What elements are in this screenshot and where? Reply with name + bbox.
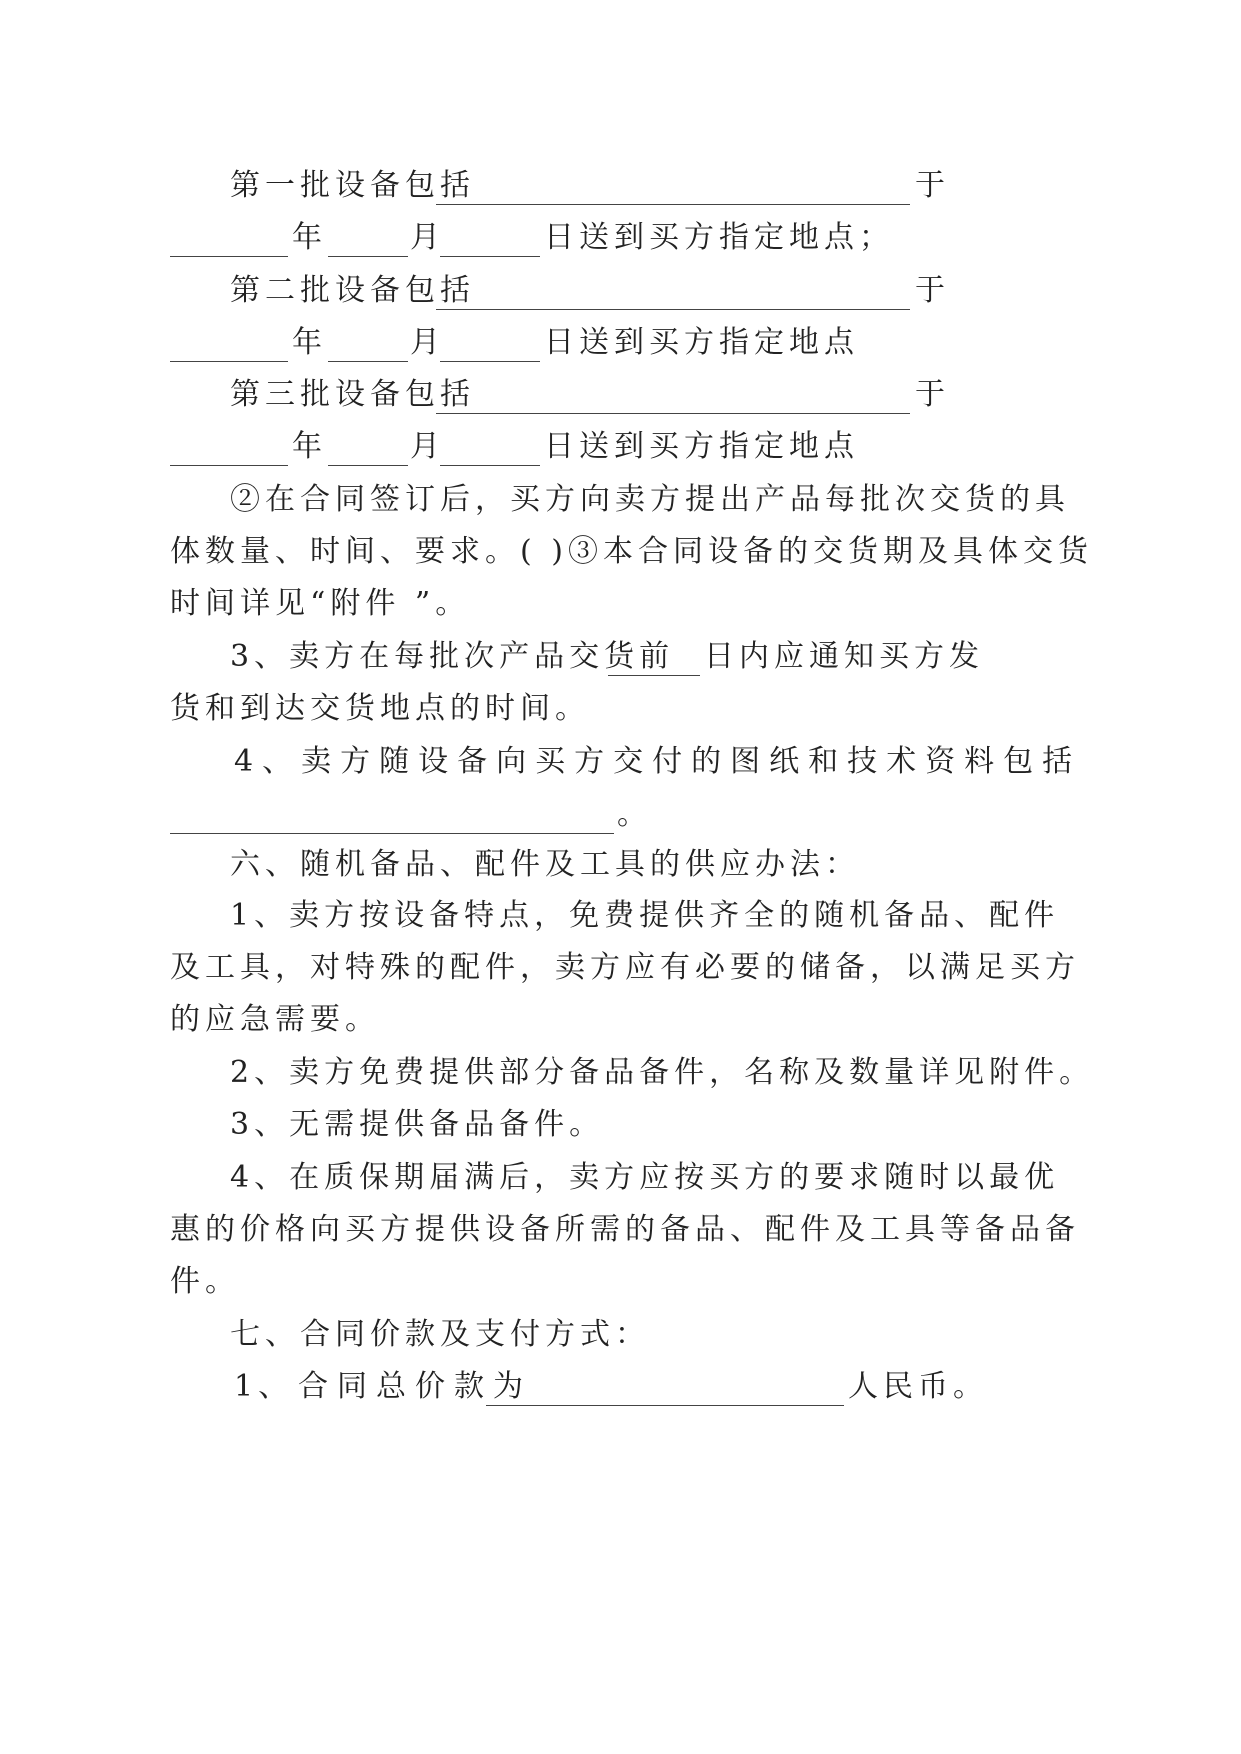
section-6-item-4-text-1: 4、在质保期届满后，卖方应按买方的要求随时以最优 [230, 1160, 1060, 1195]
item-3-line-2 [0, 687, 1241, 731]
batch-3-deliver-text: 日送到买方指定地点 [544, 429, 859, 464]
item-3-text-b: 日内应通知买方发 [704, 639, 984, 674]
batch-3-month-blank[interactable] [328, 425, 408, 466]
batch-1-month-label: 月 [410, 220, 445, 255]
item-4-text: 4、卖方随设备向买方交付的图纸和技术资料包括 [234, 744, 1082, 779]
batch-3-year-label: 年 [292, 429, 327, 464]
batch-1-line [0, 164, 1241, 208]
section-6-item-2-text: 2、卖方免费提供部分备品备件，名称及数量详见附件。 [230, 1055, 1095, 1090]
section-6-item-3-line [0, 1103, 1241, 1147]
section-6-item-3-text: 3、无需提供备品备件。 [230, 1107, 605, 1142]
item-4-line-2 [0, 793, 1241, 837]
section-6-item-1-line-3 [0, 998, 1241, 1042]
batch-1-date-line [0, 216, 1241, 260]
section-6-item-4-line-2 [0, 1208, 1241, 1252]
tech-docs-blank[interactable] [170, 793, 614, 834]
para-2-line-2 [0, 530, 1241, 574]
batch-1-label: 第一批设备包括 [230, 168, 475, 203]
section-6-item-4-text-3: 件。 [170, 1264, 240, 1299]
batch-1-year-label: 年 [292, 220, 327, 255]
batch-3-year-blank[interactable] [170, 425, 288, 466]
batch-2-day-blank[interactable] [440, 321, 540, 362]
batch-2-yu: 于 [915, 273, 950, 308]
section-6-item-2-line [0, 1051, 1241, 1095]
batch-3-line [0, 373, 1241, 417]
section-7-title: 七、合同价款及支付方式： [230, 1317, 650, 1352]
batch-2-label: 第二批设备包括 [230, 273, 475, 308]
batch-2-year-blank[interactable] [170, 321, 288, 362]
batch-3-yu: 于 [915, 377, 950, 412]
section-7-item-1-number: 1、 [234, 1369, 294, 1404]
para-2-line-1 [0, 478, 1241, 522]
item-4-line-1 [0, 740, 1241, 784]
total-price-label: 合同总价款为 [298, 1369, 532, 1404]
batch-3-month-label: 月 [410, 429, 445, 464]
batch-3-label: 第三批设备包括 [230, 377, 475, 412]
section-7-item-1-line [0, 1365, 1241, 1409]
batch-2-year-label: 年 [292, 325, 327, 360]
para-2-text-2: 体数量、时间、要求。( )③本合同设备的交货期及具体交货 [170, 534, 1093, 569]
batch-2-line [0, 269, 1241, 313]
section-7-title-line [0, 1313, 1241, 1357]
batch-1-year-blank[interactable] [170, 216, 288, 257]
total-price-unit: 人民币。 [848, 1369, 988, 1404]
batch-1-items-blank[interactable] [436, 164, 910, 205]
para-2-line-3 [0, 582, 1241, 626]
section-6-item-1-text-3: 的应急需要。 [170, 1002, 380, 1037]
batch-3-date-line [0, 425, 1241, 469]
section-6-title-line [0, 843, 1241, 887]
para-2-text-1: ②在合同签订后，买方向卖方提出产品每批次交货的具 [230, 482, 1070, 517]
para-2-text-3: 时间详见“附件 ”。 [170, 586, 471, 621]
section-6-title: 六、随机备品、配件及工具的供应办法： [230, 847, 860, 882]
batch-2-items-blank[interactable] [436, 269, 910, 310]
section-6-item-1-text-1: 1、卖方按设备特点，免费提供齐全的随机备品、配件 [230, 898, 1060, 933]
section-6-item-1-text-2: 及工具，对特殊的配件，卖方应有必要的储备，以满足买方 [170, 950, 1080, 985]
section-6-item-1-line-1 [0, 894, 1241, 938]
section-6-item-4-line-1 [0, 1156, 1241, 1200]
batch-1-yu: 于 [915, 168, 950, 203]
batch-2-month-label: 月 [410, 325, 445, 360]
notice-days-blank[interactable] [608, 635, 700, 676]
item-3-text-2: 货和到达交货地点的时间。 [170, 691, 590, 726]
section-6-item-1-line-2 [0, 946, 1241, 990]
section-6-item-4-line-3 [0, 1260, 1241, 1304]
batch-2-deliver-text: 日送到买方指定地点 [544, 325, 859, 360]
section-6-item-4-text-2: 惠的价格向买方提供设备所需的备品、配件及工具等备品备 [170, 1212, 1080, 1247]
item-3-line-1 [0, 635, 1241, 679]
total-price-blank[interactable] [486, 1365, 844, 1406]
item-3-text-a: 3、卖方在每批次产品交货前 [230, 639, 675, 674]
batch-1-deliver-text: 日送到买方指定地点； [544, 220, 894, 255]
batch-2-date-line [0, 321, 1241, 365]
batch-2-month-blank[interactable] [328, 321, 408, 362]
batch-3-day-blank[interactable] [440, 425, 540, 466]
item-4-end-mark: 。 [617, 797, 652, 832]
batch-3-items-blank[interactable] [436, 373, 910, 414]
batch-1-month-blank[interactable] [328, 216, 408, 257]
batch-1-day-blank[interactable] [440, 216, 540, 257]
